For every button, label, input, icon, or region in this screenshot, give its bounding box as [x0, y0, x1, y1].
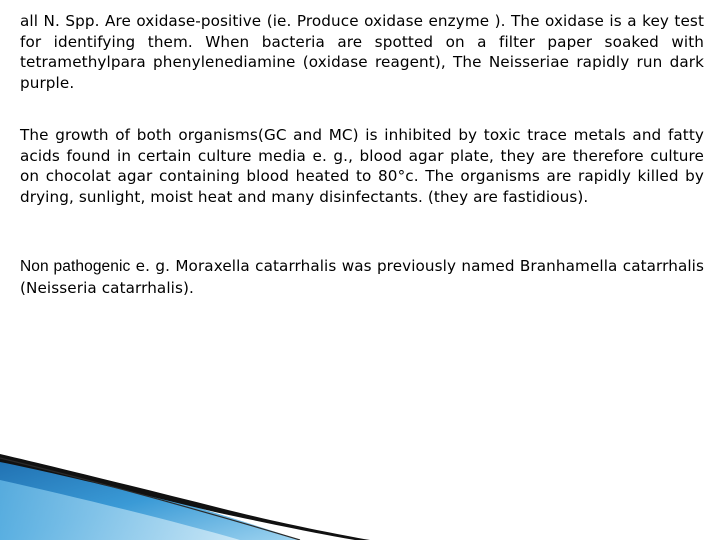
non-pathogenic-text: e. g. Moraxella catarrhalis was previously named Branhamella catarrhalis (Neisseria catarrhalis). [20, 257, 704, 297]
paragraph-oxidase-test: all N. Spp. Are oxidase-positive (ie. Produce oxidase enzyme ). The oxidase is a key test for identifying them. When bacteria are spotted on a filter paper soaked with tetramethylpara phenylenediamine (oxidase reagent), The Neisseriae rapidly run dark purple. [20, 12, 704, 92]
paragraph-non-pathogenic [20, 256, 704, 298]
non-pathogenic-label: Non pathogenic [20, 258, 131, 275]
paragraph-growth-conditions: The growth of both organisms(GC and MC) is inhibited by toxic trace metals and fatty acids found in certain culture media e. g., blood agar plate, they are therefore culture on chocolat agar containing blood heated to 80°c. The organisms are rapidly killed by drying, sunlight, moist heat and many disinfectants. (they are fastidious). [20, 126, 704, 206]
decorative-swoosh [0, 440, 720, 540]
